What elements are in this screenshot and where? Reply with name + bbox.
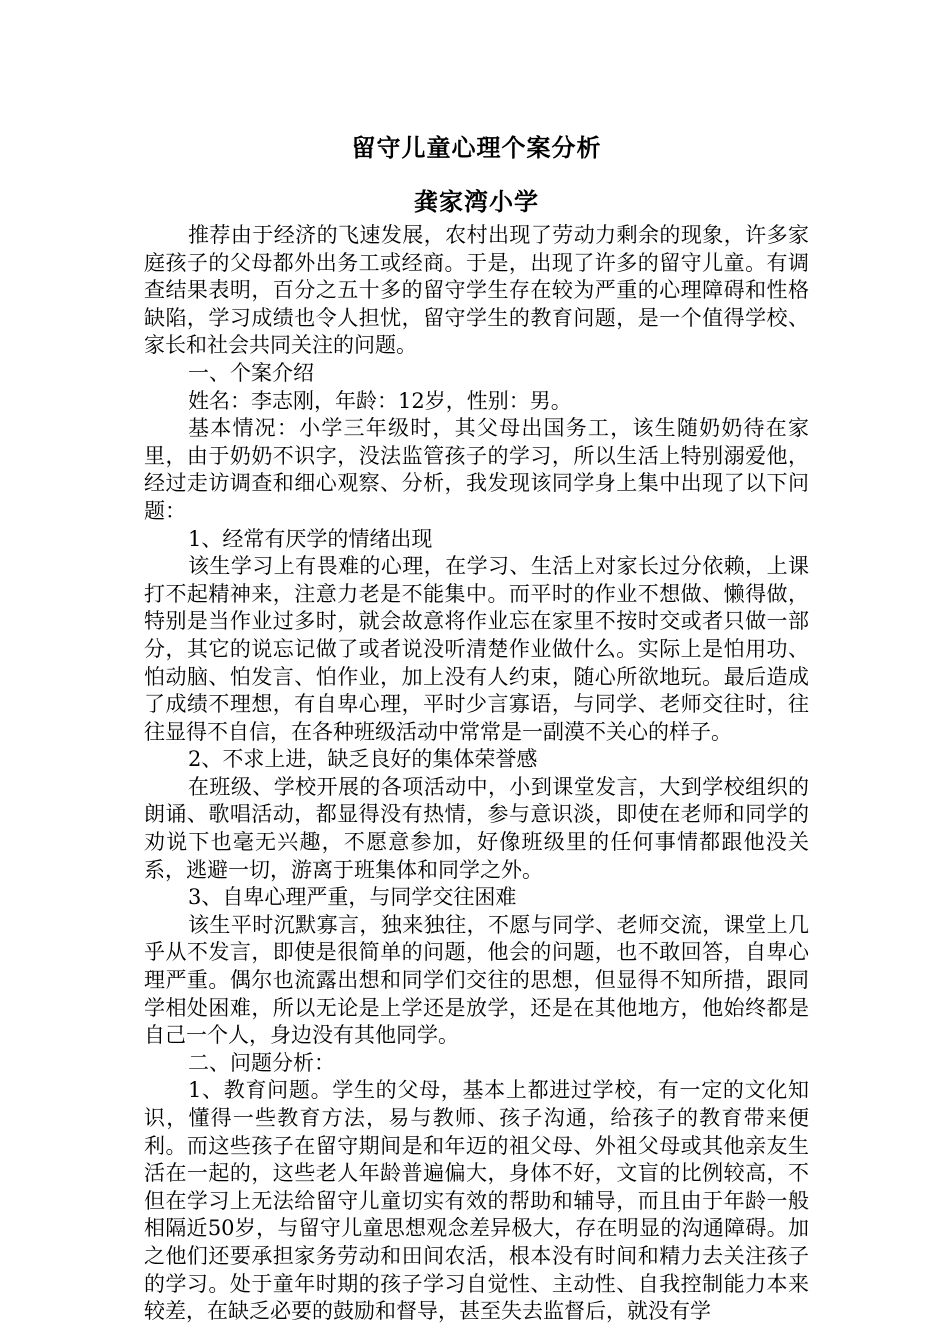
section-heading-analysis: 二、问题分析： xyxy=(188,1050,335,1075)
problem-paragraph-1: 该生学习上有畏难的心理，在学习、生活上对家长过分依赖，上课打不起精神来，注意力老是不能集中。而平时的作业不想做、懒得做，特别是当作业过多时，就会故意将作业忘在家里不按时交或者只做一部分，其它的说忘记做了或者说没听清楚作业做什么。实际上是怕用功、怕动脑、怕发言、怕作业，加上没有人约束，随心所欲地玩。最后造成了成绩不理想，有自卑心理，平时少言寡语，与同学、老师交往时，往往显得不自信，在各种班级活动中常常是一副漠不关心的样子。 xyxy=(144,554,809,744)
document-page xyxy=(144,130,809,1326)
school-name: 龚家湾小学 xyxy=(414,187,539,216)
problem-paragraph-3: 该生平时沉默寡言，独来独往，不愿与同学、老师交流，课堂上几乎从不发言，即使是很简单的问题，他会的问题，也不敢回答，自卑心理严重。偶尔也流露出想和同学们交往的思想，但显得不知所措，跟同学相处困难，所以无论是上学还是放学，还是在其他地方，他始终都是自己一个人，身边没有其他同学。 xyxy=(144,912,809,1048)
section-heading-case-intro: 一、个案介绍 xyxy=(188,360,314,385)
basic-situation-paragraph: 基本情况：小学三年级时，其父母出国务工，该生随奶奶待在家里，由于奶奶不识字，没法监管孩子的学习，所以生活上特别溺爱他，经过走访调查和细心观察、分析，我发现该同学身上集中出现了以下问题： xyxy=(144,416,809,523)
intro-paragraph: 推荐由于经济的飞速发展，农村出现了劳动力剩余的现象，许多家庭孩子的父母都外出务工或经商。于是，出现了许多的留守儿童。有调查结果表明，百分之五十多的留守学生存在较为严重的心理障碍和性格缺陷，学习成绩也令人担忧，留守学生的教育问题，是一个值得学校、家长和社会共同关注的问题。 xyxy=(144,223,809,358)
student-info-line: 姓名：李志刚，年龄：12岁，性别：男。 xyxy=(188,388,572,413)
problem-heading-1: 1、经常有厌学的情绪出现 xyxy=(188,526,433,551)
problem-heading-2: 2、不求上进，缺乏良好的集体荣誉感 xyxy=(188,747,538,772)
document-title: 留守儿童心理个案分析 xyxy=(351,133,602,162)
problem-heading-3: 3、自卑心理严重，与同学交往困难 xyxy=(188,885,517,910)
problem-paragraph-2: 在班级、学校开展的各项活动中，小到课堂发言，大到学校组织的朗诵、歌唱活动，都显得没有热情，参与意识淡，即使在老师和同学的劝说下也毫无兴趣，不愿意参加，好像班级里的任何事情都跟他没关系，逃避一切，游离于班集体和同学之外。 xyxy=(144,774,809,882)
analysis-paragraph-1: 1、教育问题。学生的父母，基本上都进过学校，有一定的文化知识，懂得一些教育方法，易与教师、孩子沟通，给孩子的教育带来便利。而这些孩子在留守期间是和年迈的祖父母、外祖父母或其他亲友生活在一起的，这些老人年龄普遍偏大，身体不好，文盲的比例较高，不但在学习上无法给留守儿童切实有效的帮助和辅导，而且由于年龄一般相隔近50岁，与留守儿童思想观念差异极大，存在明显的沟通障碍。加之他们还要承担家务劳动和田间农活，根本没有时间和精力去关注孩子的学习。处于童年时期的孩子学习自觉性、主动性、自我控制能力本来较差，在缺乏必要的鼓励和督导，甚至失去监督后，就没有学 xyxy=(144,1078,809,1324)
